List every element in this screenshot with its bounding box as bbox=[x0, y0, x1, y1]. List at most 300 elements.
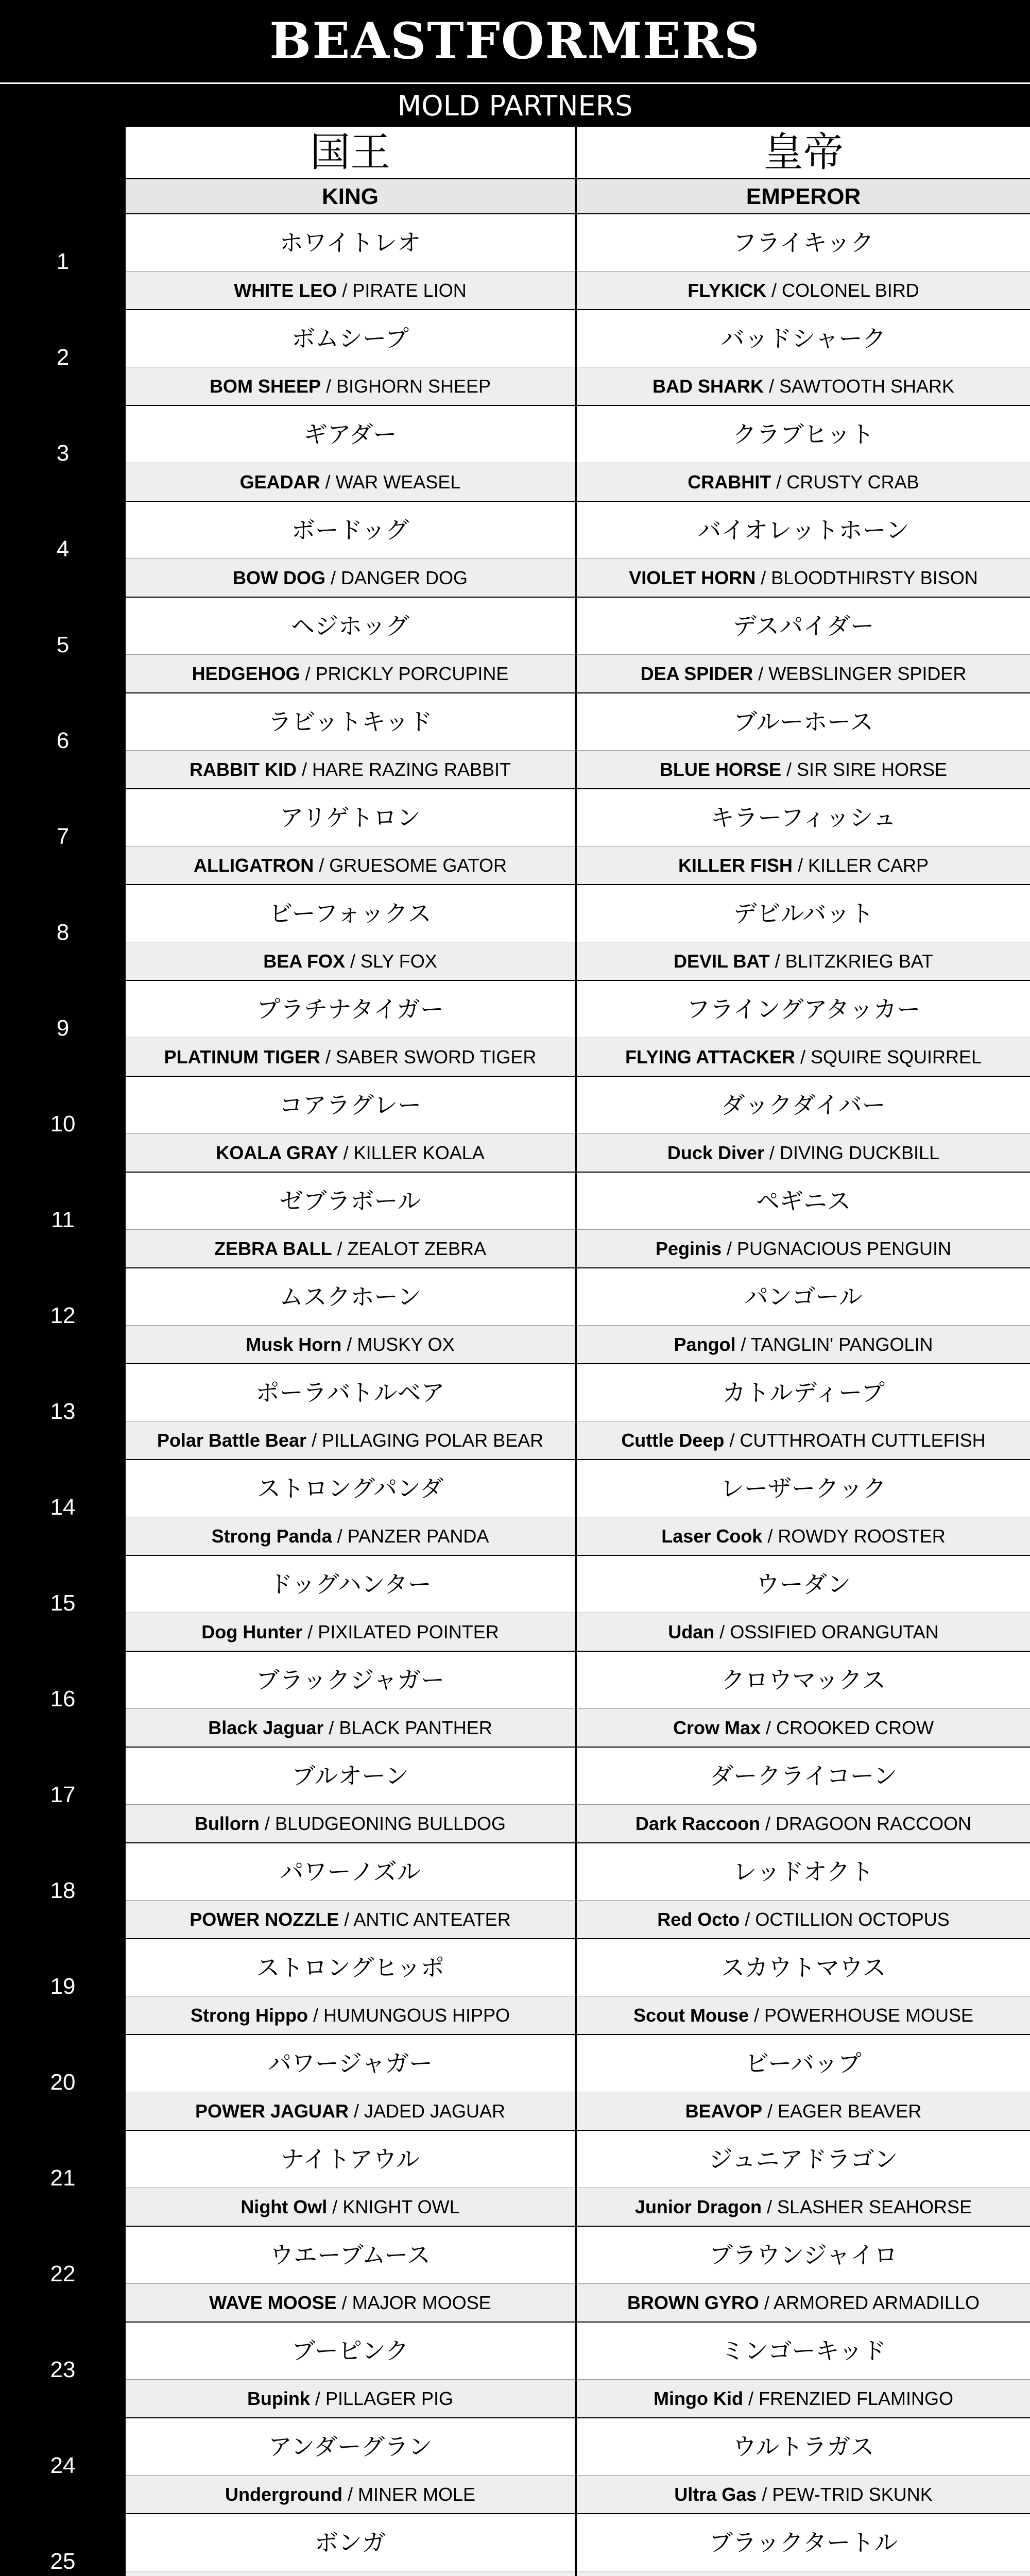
table-row bbox=[0, 1938, 1030, 2034]
emperor-alias: CUTTHROATH CUTTLEFISH bbox=[740, 1430, 986, 1451]
king-transformer-name: WHITE LEO bbox=[234, 280, 337, 301]
name-separator: / bbox=[757, 2484, 772, 2505]
king-name-en bbox=[126, 1517, 575, 1555]
name-separator: / bbox=[792, 855, 808, 876]
column-divider bbox=[575, 127, 577, 2576]
table-row bbox=[0, 1747, 1030, 1842]
name-separator: / bbox=[761, 1717, 777, 1738]
king-name-jp: ドッグハンター bbox=[269, 1570, 432, 1598]
emperor-transformer-name: Cuttle Deep bbox=[621, 1430, 725, 1451]
king-alias: ZEALOT ZEBRA bbox=[347, 1238, 487, 1259]
name-separator: / bbox=[721, 1238, 737, 1259]
king-name-jp: ラビットキッド bbox=[268, 708, 433, 736]
page-subtitle: MOLD PARTNERS bbox=[0, 82, 1030, 128]
king-name-jp: コアラグレー bbox=[279, 1091, 421, 1119]
emperor-name-en bbox=[577, 1900, 1030, 1939]
name-separator: / bbox=[332, 1238, 348, 1259]
emperor-transformer-name: Duck Diver bbox=[667, 1142, 764, 1163]
row-number: 14 bbox=[0, 1460, 126, 1555]
king-name-en bbox=[126, 654, 575, 693]
emperor-alias: FRENZIED FLAMINGO bbox=[758, 2388, 953, 2409]
page-title: BEASTFORMERS bbox=[0, 0, 1030, 82]
king-alias: HARE RAZING RABBIT bbox=[312, 759, 511, 780]
table-row bbox=[0, 213, 1030, 309]
king-name-jp: パワージャガー bbox=[267, 2049, 433, 2077]
name-separator: / bbox=[307, 2005, 323, 2026]
name-separator: / bbox=[320, 376, 336, 397]
king-name-en bbox=[126, 942, 575, 980]
king-alias: HUMUNGOUS HIPPO bbox=[323, 2005, 510, 2026]
king-name-jp: ストロングパンダ bbox=[256, 1475, 444, 1502]
king-transformer-name: ZEBRA BALL bbox=[214, 1238, 332, 1259]
row-number: 4 bbox=[0, 502, 126, 597]
name-separator: / bbox=[323, 1717, 339, 1738]
name-separator: / bbox=[345, 951, 360, 972]
name-separator: / bbox=[714, 1621, 730, 1642]
king-alias: KILLER KOALA bbox=[353, 1142, 485, 1163]
name-separator: / bbox=[753, 663, 769, 684]
king-name-en bbox=[126, 1900, 575, 1939]
emperor-name-jp: デビルバット bbox=[733, 900, 874, 927]
name-separator: / bbox=[306, 1430, 322, 1451]
emperor-transformer-name: Laser Cook bbox=[661, 1526, 763, 1547]
king-name-en bbox=[126, 271, 575, 310]
emperor-transformer-name: Dark Raccoon bbox=[635, 1813, 761, 1834]
king-transformer-name: Night Owl bbox=[241, 2196, 328, 2217]
king-name-jp: ホワイトレオ bbox=[279, 229, 421, 257]
emperor-name-jp: レーザークック bbox=[720, 1475, 886, 1502]
emperor-transformer-name: BEAVOP bbox=[685, 2100, 762, 2122]
king-name-en bbox=[126, 846, 575, 885]
emperor-name-en bbox=[577, 1517, 1030, 1555]
table-row bbox=[0, 309, 1030, 405]
table-row bbox=[0, 2513, 1030, 2576]
name-separator: / bbox=[763, 376, 779, 397]
table-row bbox=[0, 980, 1030, 1076]
king-name-jp: ブルオーン bbox=[291, 1762, 409, 1790]
king-transformer-name: Strong Panda bbox=[211, 1526, 332, 1547]
emperor-transformer-name: Udan bbox=[668, 1621, 715, 1642]
name-separator: / bbox=[795, 1046, 811, 1067]
emperor-name-jp: レッドオクト bbox=[733, 1858, 874, 1886]
king-transformer-name: ALLIGATRON bbox=[193, 855, 314, 876]
name-separator: / bbox=[341, 1334, 357, 1355]
row-number: 3 bbox=[0, 406, 126, 501]
king-name-en bbox=[126, 1133, 575, 1172]
emperor-alias: DIVING DUCKBILL bbox=[780, 1142, 940, 1163]
emperor-alias: SAWTOOTH SHARK bbox=[779, 376, 955, 397]
emperor-name-jp: クラブヒット bbox=[732, 420, 874, 448]
king-name-en bbox=[126, 558, 575, 597]
emperor-name-jp: ブラウンジャイロ bbox=[709, 2241, 898, 2269]
emperor-transformer-name: VIOLET HORN bbox=[629, 567, 756, 588]
king-alias: BLUDGEONING BULLDOG bbox=[274, 1813, 506, 1834]
king-alias: ANTIC ANTEATER bbox=[353, 1909, 511, 1930]
king-alias: DANGER DOG bbox=[340, 567, 468, 588]
emperor-name-en bbox=[577, 271, 1030, 310]
row-number: 2 bbox=[0, 310, 126, 405]
king-transformer-name: Underground bbox=[225, 2484, 342, 2505]
emperor-name-jp: キラーフィッシュ bbox=[710, 804, 897, 832]
emperor-alias: SIR SIRE HORSE bbox=[796, 759, 948, 780]
emperor-alias: ARMORED ARMADILLO bbox=[773, 2292, 980, 2313]
king-alias: MINER MOLE bbox=[357, 2484, 476, 2505]
king-transformer-name: HEDGEHOG bbox=[192, 663, 300, 684]
king-name-en bbox=[126, 1804, 575, 1843]
name-separator: / bbox=[332, 1526, 348, 1547]
king-alias: GRUESOME GATOR bbox=[329, 855, 507, 876]
emperor-name-jp: ブラックタートル bbox=[709, 2529, 898, 2556]
king-name-jp: ポーラバトルベア bbox=[255, 1379, 445, 1406]
emperor-name-jp: ダックダイバー bbox=[721, 1091, 886, 1119]
emperor-alias: PEW-TRID SKUNK bbox=[772, 2484, 933, 2505]
emperor-alias: COLONEL BIRD bbox=[781, 280, 919, 301]
name-separator: / bbox=[740, 1909, 756, 1930]
emperor-transformer-name: Crow Max bbox=[673, 1717, 761, 1738]
king-alias: PIXILATED POINTER bbox=[318, 1621, 499, 1642]
emperor-alias: CROOKED CROW bbox=[776, 1717, 934, 1738]
king-transformer-name: RABBIT KID bbox=[189, 759, 297, 780]
king-transformer-name: KOALA GRAY bbox=[216, 1142, 338, 1163]
row-number: 19 bbox=[0, 1939, 126, 2034]
emperor-name-en bbox=[577, 1421, 1030, 1460]
king-name-jp: ストロングヒッポ bbox=[256, 1954, 444, 1981]
emperor-name-jp: バッドシャーク bbox=[720, 325, 886, 352]
name-separator: / bbox=[769, 951, 785, 972]
emperor-name-jp: スカウトマウス bbox=[720, 1954, 886, 1981]
king-transformer-name: Strong Hippo bbox=[191, 2005, 308, 2026]
king-alias: PILLAGING POLAR BEAR bbox=[321, 1430, 544, 1451]
emperor-name-jp: ビーバップ bbox=[745, 2049, 862, 2077]
king-name-en bbox=[126, 2283, 575, 2322]
name-separator: / bbox=[336, 2292, 352, 2313]
name-separator: / bbox=[760, 1813, 776, 1834]
king-alias: MUSKY OX bbox=[357, 1334, 455, 1355]
table-row bbox=[0, 1651, 1030, 1747]
table-row bbox=[0, 1076, 1030, 1172]
king-name-en bbox=[126, 1229, 575, 1268]
king-header-en: KING bbox=[126, 178, 575, 214]
emperor-name-en bbox=[577, 2475, 1030, 2514]
row-number: 25 bbox=[0, 2514, 126, 2576]
king-alias: JADED JAGUAR bbox=[364, 2100, 506, 2122]
name-separator: / bbox=[327, 2196, 343, 2217]
table-row bbox=[0, 788, 1030, 884]
king-name-jp: ゼブラボール bbox=[279, 1187, 421, 1215]
table-row bbox=[0, 1267, 1030, 1363]
king-transformer-name: PLATINUM TIGER bbox=[164, 1046, 320, 1067]
king-alias: BIGHORN SHEEP bbox=[336, 376, 491, 397]
name-separator: / bbox=[325, 567, 341, 588]
emperor-name-jp: バイオレットホーン bbox=[697, 516, 909, 544]
emperor-alias: BLITZKRIEG BAT bbox=[785, 951, 934, 972]
king-name-jp: ビーフォックス bbox=[269, 900, 432, 927]
table-row bbox=[0, 1172, 1030, 1267]
row-number: 1 bbox=[0, 214, 126, 309]
name-separator: / bbox=[761, 2196, 777, 2217]
row-number: 11 bbox=[0, 1173, 126, 1267]
name-separator: / bbox=[735, 1334, 751, 1355]
emperor-transformer-name: KILLER FISH bbox=[678, 855, 793, 876]
king-transformer-name: Musk Horn bbox=[246, 1334, 342, 1355]
table-row bbox=[0, 692, 1030, 788]
king-name-en bbox=[126, 2475, 575, 2514]
table-body bbox=[0, 213, 1030, 2576]
emperor-transformer-name: FLYING ATTACKER bbox=[625, 1046, 795, 1067]
emperor-transformer-name: DEA SPIDER bbox=[640, 663, 753, 684]
emperor-name-en bbox=[577, 2571, 1030, 2576]
emperor-alias: PUGNACIOUS PENGUIN bbox=[737, 1238, 952, 1259]
emperor-transformer-name: Peginis bbox=[655, 1238, 722, 1259]
name-separator: / bbox=[314, 855, 330, 876]
emperor-transformer-name: BLUE HORSE bbox=[659, 759, 781, 780]
king-name-jp: ブーピンク bbox=[291, 2337, 409, 2365]
king-name-en bbox=[126, 2379, 575, 2418]
emperor-name-jp: ウルトラガス bbox=[732, 2433, 874, 2461]
emperor-transformer-name: Pangol bbox=[674, 1334, 736, 1355]
king-name-en bbox=[126, 367, 575, 405]
king-transformer-name: Bullorn bbox=[194, 1813, 260, 1834]
table-row bbox=[0, 2417, 1030, 2513]
emperor-transformer-name: Scout Mouse bbox=[633, 2005, 749, 2026]
emperor-alias: SLASHER SEAHORSE bbox=[777, 2196, 972, 2217]
emperor-name-en bbox=[577, 2092, 1030, 2130]
name-separator: / bbox=[338, 1142, 354, 1163]
table-row bbox=[0, 2321, 1030, 2417]
row-number: 6 bbox=[0, 693, 126, 788]
name-separator: / bbox=[300, 663, 316, 684]
table-row bbox=[0, 501, 1030, 597]
row-number: 22 bbox=[0, 2227, 126, 2321]
emperor-name-en bbox=[577, 654, 1030, 693]
name-separator: / bbox=[759, 2292, 774, 2313]
table-row bbox=[0, 884, 1030, 980]
king-name-jp: ボムシープ bbox=[291, 325, 409, 352]
king-name-jp: アンダーグラン bbox=[268, 2433, 433, 2461]
emperor-alias: WEBSLINGER SPIDER bbox=[768, 663, 967, 684]
name-separator: / bbox=[296, 759, 312, 780]
king-name-en bbox=[126, 2571, 575, 2576]
emperor-name-jp: クロウマックス bbox=[721, 1666, 886, 1694]
king-name-en bbox=[126, 1038, 575, 1076]
emperor-alias: BLOODTHIRSTY BISON bbox=[771, 567, 978, 588]
emperor-name-jp: ウーダン bbox=[756, 1570, 851, 1598]
king-transformer-name: BOM SHEEP bbox=[209, 376, 321, 397]
king-transformer-name: Bupink bbox=[247, 2388, 310, 2409]
emperor-header-en: EMPEROR bbox=[577, 178, 1030, 214]
king-alias: PIRATE LION bbox=[352, 280, 467, 301]
row-number: 15 bbox=[0, 1556, 126, 1651]
row-number: 24 bbox=[0, 2418, 126, 2513]
name-separator: / bbox=[348, 2100, 364, 2122]
emperor-name-en bbox=[577, 1133, 1030, 1172]
king-name-en bbox=[126, 1421, 575, 1460]
emperor-name-jp: デスパイダー bbox=[732, 612, 874, 640]
king-name-en bbox=[126, 1325, 575, 1364]
emperor-alias: POWERHOUSE MOUSE bbox=[764, 2005, 974, 2026]
row-number: 21 bbox=[0, 2131, 126, 2226]
king-transformer-name: POWER NOZZLE bbox=[190, 1909, 339, 1930]
emperor-name-en bbox=[577, 846, 1030, 885]
table-row bbox=[0, 1555, 1030, 1651]
row-number: 9 bbox=[0, 981, 126, 1076]
king-transformer-name: BEA FOX bbox=[263, 951, 345, 972]
row-number: 12 bbox=[0, 1268, 126, 1363]
emperor-name-jp: ブルーホース bbox=[733, 708, 873, 736]
row-number: 5 bbox=[0, 598, 126, 692]
emperor-transformer-name: Junior Dragon bbox=[634, 2196, 762, 2217]
name-separator: / bbox=[339, 1909, 354, 1930]
king-alias: PANZER PANDA bbox=[347, 1526, 489, 1547]
king-transformer-name: Dog Hunter bbox=[201, 1621, 303, 1642]
emperor-name-en bbox=[577, 1038, 1030, 1076]
table-row bbox=[0, 2226, 1030, 2321]
table-row bbox=[0, 2130, 1030, 2226]
emperor-alias: TANGLIN' PANGOLIN bbox=[750, 1334, 933, 1355]
king-transformer-name: BOW DOG bbox=[232, 567, 325, 588]
king-name-en bbox=[126, 1996, 575, 2035]
king-name-en bbox=[126, 750, 575, 789]
emperor-alias: SQUIRE SQUIRREL bbox=[810, 1046, 982, 1067]
king-transformer-name: GEADAR bbox=[239, 471, 320, 493]
row-number: 8 bbox=[0, 885, 126, 980]
name-separator: / bbox=[342, 2484, 358, 2505]
emperor-alias: OCTILLION OCTOPUS bbox=[755, 1909, 950, 1930]
emperor-header-jp: 皇帝 bbox=[577, 127, 1030, 178]
king-name-en bbox=[126, 1613, 575, 1651]
king-transformer-name: POWER JAGUAR bbox=[195, 2100, 349, 2122]
emperor-alias: EAGER BEAVER bbox=[777, 2100, 922, 2122]
emperor-name-en bbox=[577, 1804, 1030, 1843]
emperor-name-jp: ペギニス bbox=[756, 1187, 851, 1215]
king-alias: PILLAGER PIG bbox=[325, 2388, 454, 2409]
name-separator: / bbox=[320, 471, 336, 493]
king-name-en bbox=[126, 2092, 575, 2130]
king-name-jp: プラチナタイガー bbox=[256, 995, 444, 1023]
name-separator: / bbox=[320, 1046, 336, 1067]
emperor-alias: CRUSTY CRAB bbox=[786, 471, 919, 493]
table-row bbox=[0, 1459, 1030, 1555]
number-column-header bbox=[0, 127, 126, 213]
row-number: 16 bbox=[0, 1652, 126, 1747]
name-separator: / bbox=[756, 567, 771, 588]
row-number: 7 bbox=[0, 789, 126, 884]
king-transformer-name: Black Jaguar bbox=[208, 1717, 324, 1738]
emperor-name-en bbox=[577, 1708, 1030, 1747]
emperor-name-en bbox=[577, 2188, 1030, 2226]
row-number: 10 bbox=[0, 1077, 126, 1172]
emperor-transformer-name: DEVIL BAT bbox=[673, 951, 770, 972]
emperor-name-en bbox=[577, 463, 1030, 501]
king-alias: KNIGHT OWL bbox=[342, 2196, 460, 2217]
table-row bbox=[0, 597, 1030, 692]
emperor-alias: ROWDY ROOSTER bbox=[778, 1526, 946, 1547]
emperor-name-en bbox=[577, 2379, 1030, 2418]
emperor-transformer-name: Mingo Kid bbox=[654, 2388, 743, 2409]
king-name-jp: ブラックジャガー bbox=[255, 1666, 445, 1694]
king-alias: BLACK PANTHER bbox=[339, 1717, 492, 1738]
king-alias: SABER SWORD TIGER bbox=[335, 1046, 537, 1067]
king-name-jp: アリゲトロン bbox=[280, 804, 421, 832]
table-row bbox=[0, 2034, 1030, 2130]
name-separator: / bbox=[743, 2388, 759, 2409]
emperor-name-en bbox=[577, 367, 1030, 405]
name-separator: / bbox=[764, 1142, 780, 1163]
table-row bbox=[0, 1363, 1030, 1459]
emperor-name-en bbox=[577, 750, 1030, 789]
emperor-transformer-name: FLYKICK bbox=[688, 280, 766, 301]
emperor-transformer-name: CRABHIT bbox=[688, 471, 771, 493]
emperor-alias: DRAGOON RACCOON bbox=[776, 1813, 972, 1834]
row-number: 20 bbox=[0, 2035, 126, 2130]
king-transformer-name: Polar Battle Bear bbox=[157, 1430, 306, 1451]
king-header-jp: 国王 bbox=[126, 127, 575, 178]
emperor-alias: KILLER CARP bbox=[808, 855, 929, 876]
king-name-jp: ボードッグ bbox=[291, 516, 409, 544]
emperor-transformer-name: BAD SHARK bbox=[652, 376, 764, 397]
emperor-name-jp: ジュニアドラゴン bbox=[709, 2145, 898, 2173]
emperor-name-jp: カトルディープ bbox=[722, 1379, 885, 1406]
emperor-transformer-name: BROWN GYRO bbox=[627, 2292, 759, 2313]
emperor-name-jp: ダークライコーン bbox=[710, 1762, 897, 1790]
king-name-en bbox=[126, 2188, 575, 2226]
emperor-name-en bbox=[577, 558, 1030, 597]
row-number: 17 bbox=[0, 1748, 126, 1842]
king-name-jp: ギアダー bbox=[303, 420, 397, 448]
emperor-name-jp: ミンゴーキッド bbox=[720, 2337, 886, 2365]
emperor-name-en bbox=[577, 2283, 1030, 2322]
name-separator: / bbox=[310, 2388, 325, 2409]
name-separator: / bbox=[748, 2005, 764, 2026]
king-alias: PRICKLY PORCUPINE bbox=[315, 663, 509, 684]
name-separator: / bbox=[762, 1526, 778, 1547]
row-number: 23 bbox=[0, 2323, 126, 2417]
emperor-name-en bbox=[577, 1325, 1030, 1364]
table-row bbox=[0, 1842, 1030, 1938]
emperor-name-en bbox=[577, 942, 1030, 980]
emperor-transformer-name: Ultra Gas bbox=[674, 2484, 757, 2505]
emperor-alias: OSSIFIED ORANGUTAN bbox=[730, 1621, 939, 1642]
emperor-name-en bbox=[577, 1229, 1030, 1268]
king-alias: WAR WEASEL bbox=[335, 471, 461, 493]
king-name-en bbox=[126, 463, 575, 501]
name-separator: / bbox=[302, 1621, 318, 1642]
emperor-name-jp: フライングアタッカー bbox=[686, 995, 921, 1023]
table-row bbox=[0, 405, 1030, 501]
name-separator: / bbox=[259, 1813, 275, 1834]
name-separator: / bbox=[766, 280, 782, 301]
name-separator: / bbox=[337, 280, 353, 301]
emperor-name-jp: パンゴール bbox=[744, 1283, 863, 1311]
king-name-jp: ムスクホーン bbox=[279, 1283, 421, 1311]
king-name-jp: ヘジホッグ bbox=[291, 612, 409, 640]
king-name-jp: ボンガ bbox=[315, 2529, 386, 2556]
king-alias: SLY FOX bbox=[360, 951, 437, 972]
name-separator: / bbox=[724, 1430, 740, 1451]
king-alias: MAJOR MOOSE bbox=[352, 2292, 491, 2313]
emperor-name-jp: フライキック bbox=[733, 229, 874, 257]
row-number: 13 bbox=[0, 1364, 126, 1459]
emperor-name-en bbox=[577, 1996, 1030, 2035]
king-name-jp: パワーノズル bbox=[280, 1858, 421, 1886]
king-name-jp: ナイトアウル bbox=[280, 2145, 420, 2173]
king-name-en bbox=[126, 1708, 575, 1747]
king-name-jp: ウエーブムース bbox=[270, 2241, 431, 2269]
name-separator: / bbox=[771, 471, 787, 493]
king-transformer-name: WAVE MOOSE bbox=[209, 2292, 337, 2313]
row-number: 18 bbox=[0, 1843, 126, 1938]
name-separator: / bbox=[762, 2100, 778, 2122]
